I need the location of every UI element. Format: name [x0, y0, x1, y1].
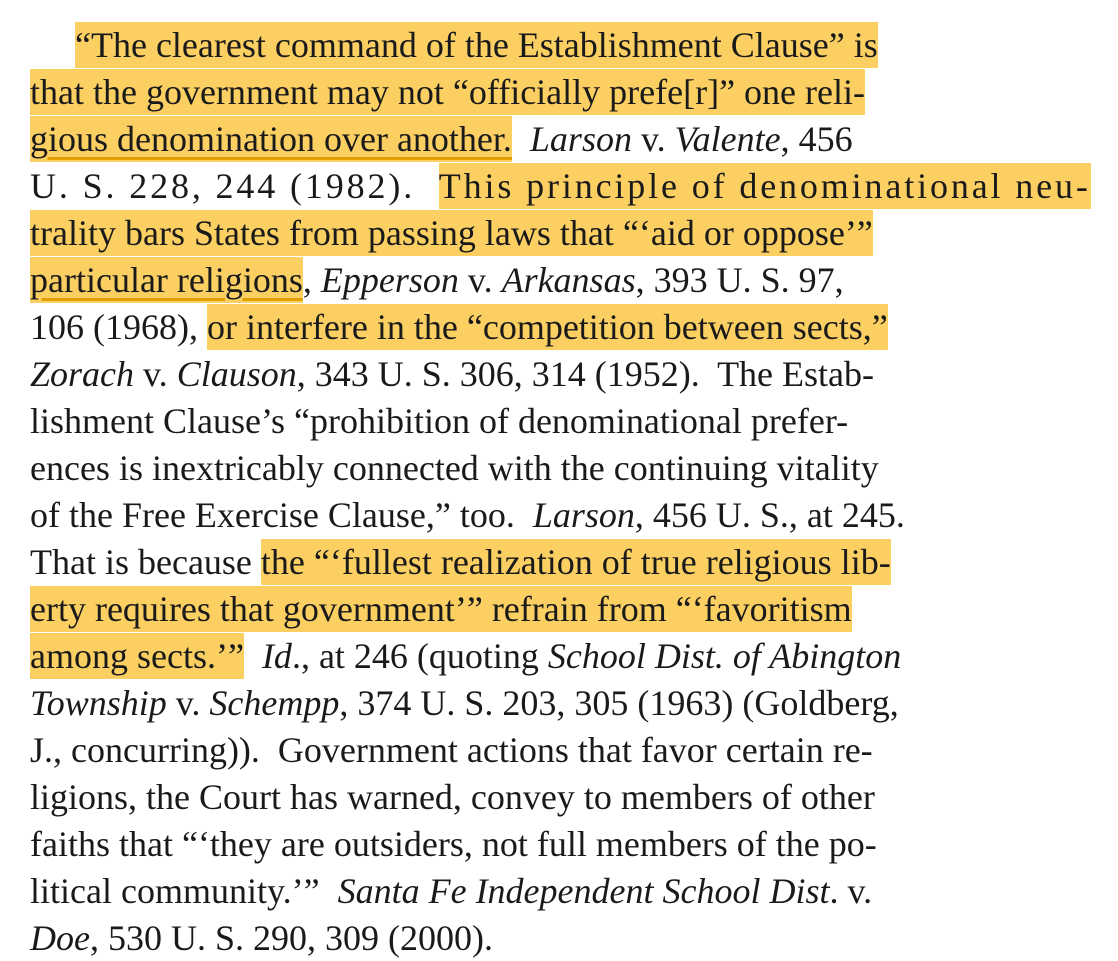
text-line — [30, 868, 872, 914]
text-line — [30, 398, 848, 444]
text-line — [75, 22, 878, 68]
highlighted-text: trality bars States from passing laws that “‘aid or oppose’” — [30, 210, 873, 256]
text-segment: v. — [631, 119, 675, 159]
text-line — [30, 727, 873, 773]
highlighted-text: particular religions — [30, 257, 303, 303]
italic-citation: Larson — [532, 495, 635, 535]
text-segment — [244, 633, 262, 679]
text-segment: J., concurring)). Government actions that favor certain re- — [30, 730, 873, 770]
highlighted-text: erty requires that government’” refrain from “‘favoritism — [30, 586, 852, 632]
text-segment: v. — [134, 354, 177, 394]
text-line — [30, 69, 865, 115]
text-segment: , 343 U. S. 306, 314 (1952). The Estab- — [296, 354, 875, 394]
text-segment: That is because — [30, 542, 261, 582]
highlighted-text: gious denomination over another. — [30, 116, 512, 162]
text-segment: , 456 — [780, 119, 853, 159]
text-segment: , 456 U. S., at 245. — [634, 495, 905, 535]
text-segment: , 393 U. S. 97, — [635, 260, 844, 300]
italic-citation: Doe — [30, 918, 90, 958]
text-line — [30, 915, 493, 961]
italic-citation: Township — [30, 683, 167, 723]
text-segment: ., at 246 (quoting — [291, 636, 548, 676]
italic-citation: Clauson — [176, 354, 297, 394]
text-line — [30, 163, 1091, 209]
highlighted-text: among sects.’” — [30, 633, 244, 679]
highlighted-text: the “‘fullest realization of true religious lib- — [261, 539, 891, 585]
highlighted-text: or interfere in the “competition between sects,” — [207, 304, 888, 350]
text-line — [30, 539, 891, 585]
text-segment: , 530 U. S. 290, 309 (2000). — [89, 918, 493, 958]
text-line — [30, 586, 852, 632]
italic-citation: Epperson — [320, 260, 459, 300]
text-segment: ences is inextricably connected with the continuing vitality — [30, 448, 879, 488]
text-line — [30, 351, 874, 397]
italic-citation: Zorach — [30, 354, 135, 394]
text-segment: U. S. 228, 244 (1982). — [30, 166, 439, 206]
text-segment: ligions, the Court has warned, convey to members of other — [30, 777, 875, 817]
highlighted-text: that the government may not “officially prefe[r]” one reli- — [30, 69, 865, 115]
text-segment: litical community.’” — [30, 871, 338, 911]
text-segment: faiths that “‘they are outsiders, not full members of the po- — [30, 824, 877, 864]
text-line — [30, 492, 905, 538]
italic-citation: Larson — [529, 119, 632, 159]
text-line — [30, 116, 853, 162]
text-line — [30, 304, 888, 350]
text-segment: v. — [166, 683, 210, 723]
italic-citation: Id — [261, 636, 292, 676]
text-line — [30, 680, 899, 726]
text-segment: , 374 U. S. 203, 305 (1963) (Goldberg, — [339, 683, 899, 723]
italic-citation: Schempp — [209, 683, 340, 723]
text-line — [30, 633, 901, 679]
italic-citation: School Dist. of Abington — [547, 636, 902, 676]
text-segment: lishment Clause’s “prohibition of denominational prefer- — [30, 401, 849, 441]
text-line — [30, 445, 879, 491]
highlighted-text: This principle of denominational neu- — [439, 163, 1091, 209]
text-segment: of the Free Exercise Clause,” too. — [30, 495, 533, 535]
italic-citation: Valente — [674, 119, 781, 159]
text-segment: 106 (1968), — [30, 307, 207, 347]
text-segment: . v. — [829, 871, 873, 911]
italic-citation: Arkansas — [501, 260, 636, 300]
text-segment — [512, 116, 530, 162]
text-line — [30, 210, 873, 256]
text-line — [30, 821, 877, 867]
text-segment: , — [302, 260, 321, 300]
highlighted-text: “The clearest command of the Establishment Clause” is — [75, 22, 878, 68]
text-line — [30, 257, 844, 303]
italic-citation: Santa Fe Independent School Dist — [337, 871, 830, 911]
text-line — [30, 774, 875, 820]
text-segment: v. — [458, 260, 502, 300]
